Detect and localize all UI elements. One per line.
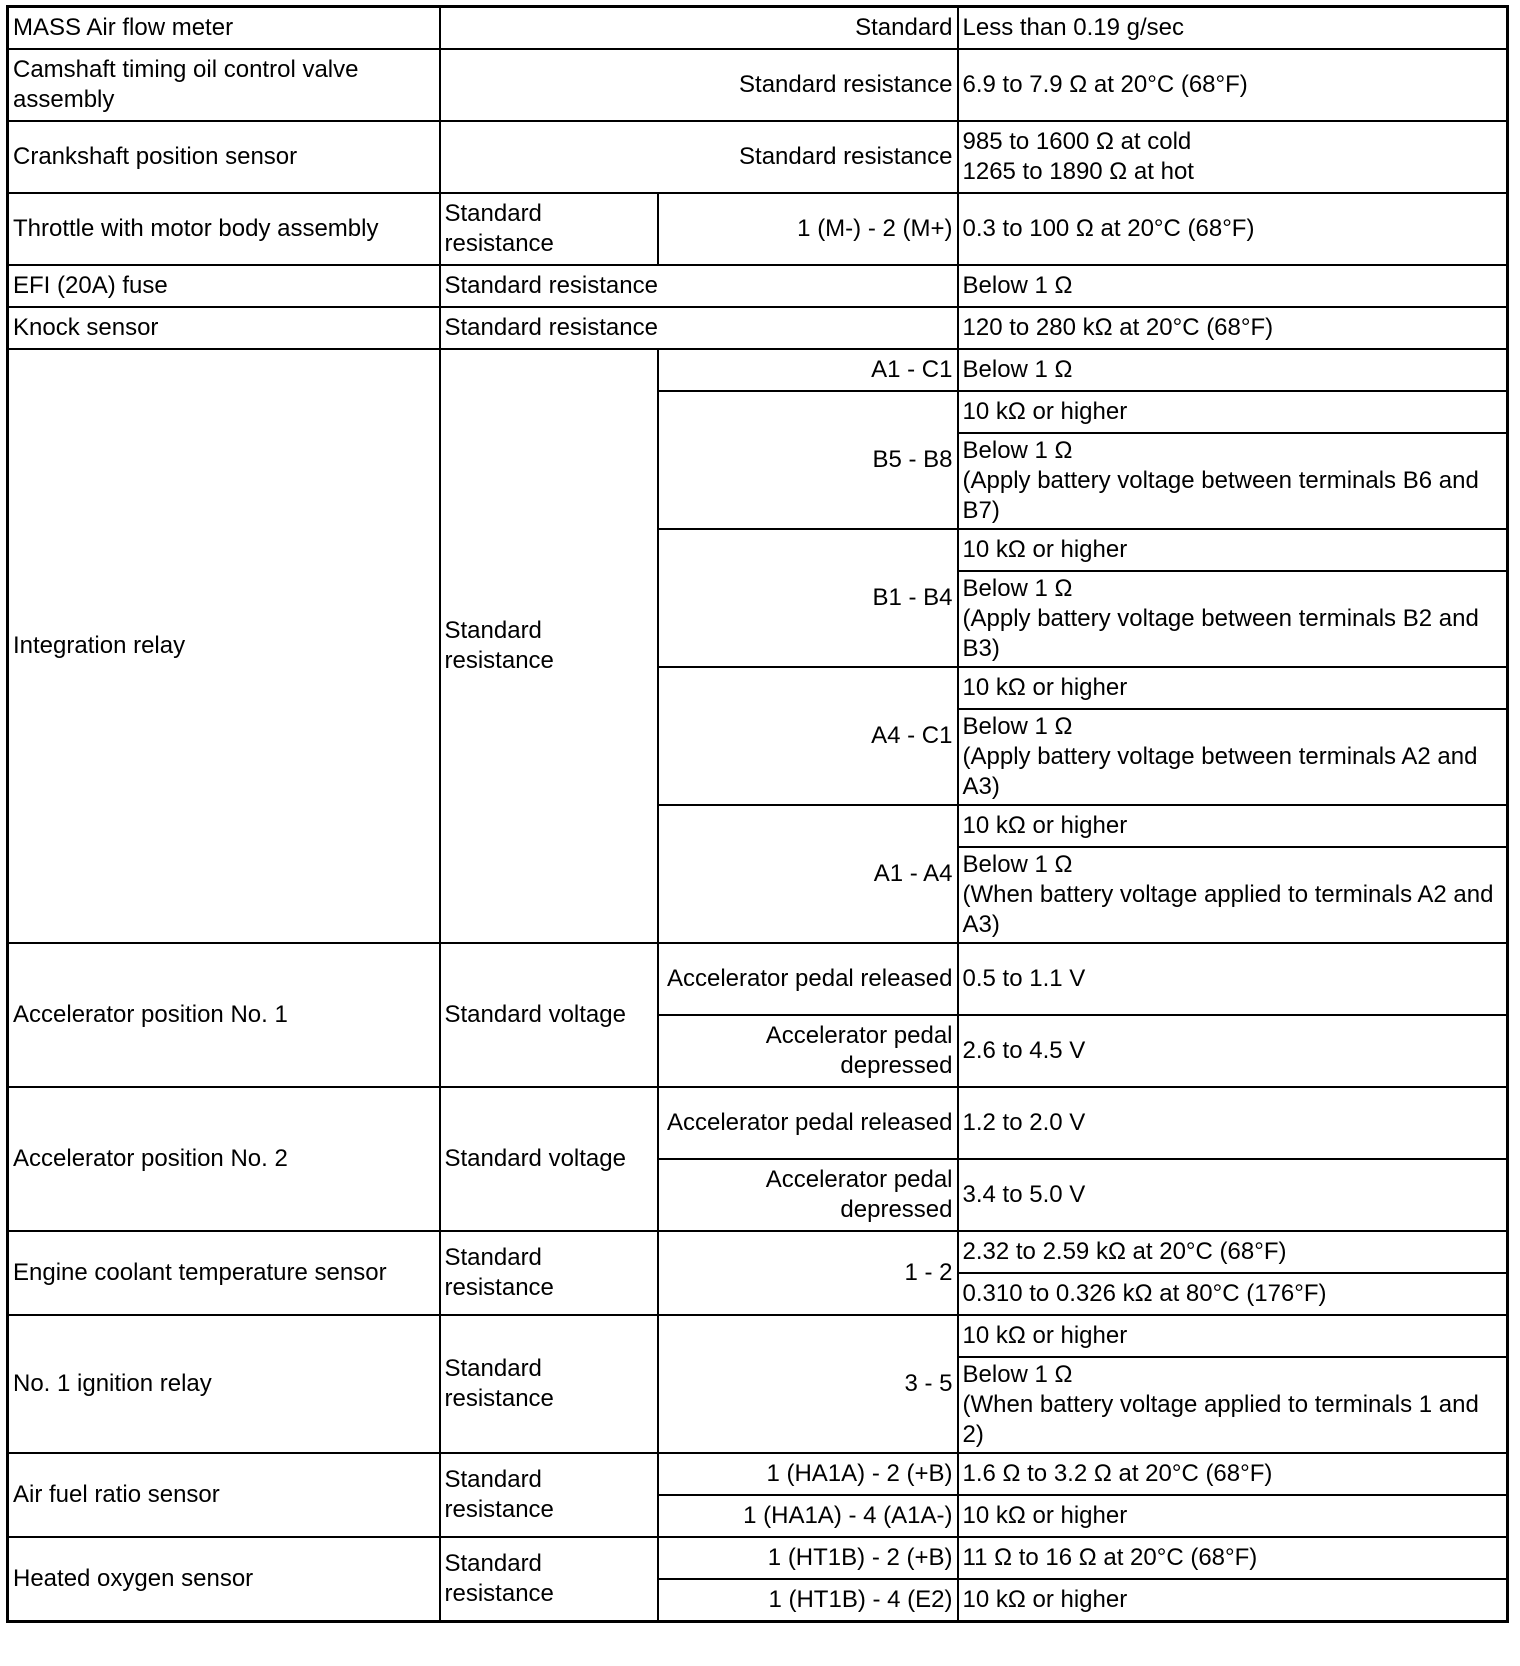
spec-value: Below 1 Ω <box>958 265 1508 307</box>
condition: Accelerator pedal released <box>658 1087 958 1159</box>
spec-item: Standard resistance <box>440 349 658 943</box>
spec-item: Standard <box>440 7 958 50</box>
spec-item: Standard resistance <box>440 1453 658 1537</box>
condition: Accelerator pedal released <box>658 943 958 1015</box>
spec-item: Standard voltage <box>440 1087 658 1231</box>
spec-value: 10 kΩ or higher <box>958 667 1508 709</box>
table-row <box>8 349 1508 391</box>
spec-item: Standard resistance <box>440 307 958 349</box>
condition: Accelerator pedal depressed <box>658 1159 958 1231</box>
spec-item: Standard resistance <box>440 1231 658 1315</box>
spec-value: 10 kΩ or higher <box>958 1315 1508 1357</box>
spec-item: Standard voltage <box>440 943 658 1087</box>
table-row <box>8 943 1508 1015</box>
table-row <box>8 265 1508 307</box>
terminal: A1 - C1 <box>658 349 958 391</box>
component-name: Crankshaft position sensor <box>8 121 440 193</box>
table-row <box>8 307 1508 349</box>
terminal: B5 - B8 <box>658 391 958 529</box>
table-row <box>8 49 1508 121</box>
spec-value: 10 kΩ or higher <box>958 529 1508 571</box>
table-row <box>8 1537 1508 1579</box>
spec-value: 10 kΩ or higher <box>958 1579 1508 1622</box>
component-name: Heated oxygen sensor <box>8 1537 440 1622</box>
terminal: 1 (M-) - 2 (M+) <box>658 193 958 265</box>
spec-value: 2.32 to 2.59 kΩ at 20°C (68°F) <box>958 1231 1508 1273</box>
component-name: Accelerator position No. 2 <box>8 1087 440 1231</box>
spec-item: Standard resistance <box>440 1315 658 1453</box>
component-name: MASS Air flow meter <box>8 7 440 50</box>
terminal: 1 - 2 <box>658 1231 958 1315</box>
spec-value: Below 1 Ω (When battery voltage applied to terminals 1 and 2) <box>958 1357 1508 1453</box>
spec-value: 120 to 280 kΩ at 20°C (68°F) <box>958 307 1508 349</box>
component-name: Camshaft timing oil control valve assembly <box>8 49 440 121</box>
component-name: Throttle with motor body assembly <box>8 193 440 265</box>
spec-value: Below 1 Ω (Apply battery voltage between terminals B6 and B7) <box>958 433 1508 529</box>
spec-value: 0.3 to 100 Ω at 20°C (68°F) <box>958 193 1508 265</box>
condition: Accelerator pedal depressed <box>658 1015 958 1087</box>
component-name: EFI (20A) fuse <box>8 265 440 307</box>
spec-item: Standard resistance <box>440 121 958 193</box>
terminal: 1 (HA1A) - 4 (A1A-) <box>658 1495 958 1537</box>
table-row <box>8 1087 1508 1159</box>
spec-value: 11 Ω to 16 Ω at 20°C (68°F) <box>958 1537 1508 1579</box>
component-name: Knock sensor <box>8 307 440 349</box>
spec-value: 10 kΩ or higher <box>958 805 1508 847</box>
spec-value: 1.6 Ω to 3.2 Ω at 20°C (68°F) <box>958 1453 1508 1495</box>
terminal: 1 (HA1A) - 2 (+B) <box>658 1453 958 1495</box>
spec-value: 2.6 to 4.5 V <box>958 1015 1508 1087</box>
spec-item: Standard resistance <box>440 193 658 265</box>
spec-value: Below 1 Ω (When battery voltage applied to terminals A2 and A3) <box>958 847 1508 943</box>
spec-value: Below 1 Ω (Apply battery voltage between terminals A2 and A3) <box>958 709 1508 805</box>
spec-value: Below 1 Ω <box>958 349 1508 391</box>
table-row <box>8 121 1508 193</box>
component-name: Air fuel ratio sensor <box>8 1453 440 1537</box>
component-name: Integration relay <box>8 349 440 943</box>
component-name: Engine coolant temperature sensor <box>8 1231 440 1315</box>
terminal: 3 - 5 <box>658 1315 958 1453</box>
terminal: A1 - A4 <box>658 805 958 943</box>
terminal: B1 - B4 <box>658 529 958 667</box>
spec-table <box>6 5 1509 1623</box>
spec-value: 0.5 to 1.1 V <box>958 943 1508 1015</box>
table-row <box>8 193 1508 265</box>
terminal: 1 (HT1B) - 2 (+B) <box>658 1537 958 1579</box>
table-row <box>8 1453 1508 1495</box>
spec-value: Below 1 Ω (Apply battery voltage between terminals B2 and B3) <box>958 571 1508 667</box>
terminal: 1 (HT1B) - 4 (E2) <box>658 1579 958 1622</box>
spec-item: Standard resistance <box>440 49 958 121</box>
spec-value: 985 to 1600 Ω at cold 1265 to 1890 Ω at hot <box>958 121 1508 193</box>
spec-value: 10 kΩ or higher <box>958 391 1508 433</box>
spec-value: Less than 0.19 g/sec <box>958 7 1508 50</box>
table-row <box>8 1231 1508 1273</box>
component-name: No. 1 ignition relay <box>8 1315 440 1453</box>
spec-value: 3.4 to 5.0 V <box>958 1159 1508 1231</box>
spec-value: 1.2 to 2.0 V <box>958 1087 1508 1159</box>
table-row <box>8 7 1508 50</box>
spec-value: 10 kΩ or higher <box>958 1495 1508 1537</box>
terminal: A4 - C1 <box>658 667 958 805</box>
spec-item: Standard resistance <box>440 265 958 307</box>
spec-value: 0.310 to 0.326 kΩ at 80°C (176°F) <box>958 1273 1508 1315</box>
component-name: Accelerator position No. 1 <box>8 943 440 1087</box>
spec-item: Standard resistance <box>440 1537 658 1622</box>
spec-value: 6.9 to 7.9 Ω at 20°C (68°F) <box>958 49 1508 121</box>
table-row <box>8 1315 1508 1357</box>
